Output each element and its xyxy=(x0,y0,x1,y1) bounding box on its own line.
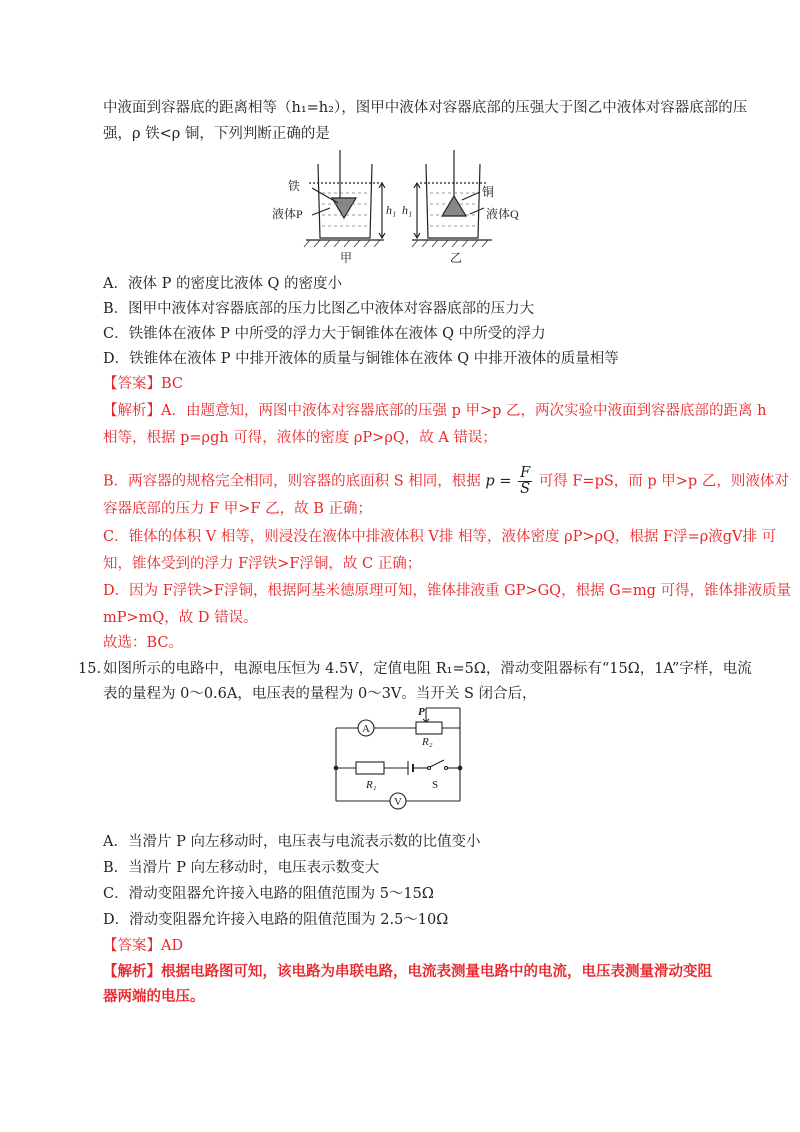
q14-option-a: A．液体 P 的密度比液体 Q 的密度小 xyxy=(103,276,343,292)
q15-option-a: A．当滑片 P 向左移动时，电压表与电流表示数的比值变小 xyxy=(103,834,481,850)
label-iron: 铁 xyxy=(288,179,301,193)
q14-analysis-4: 容器底部的压力 F 甲>F 乙，故 B 正确； xyxy=(103,501,372,517)
q15-number: 15. xyxy=(78,661,102,677)
q14-conclusion: 故选：BC。 xyxy=(103,635,184,651)
caption-right: 乙 xyxy=(450,251,463,265)
label-h1-right: h₁ xyxy=(402,203,413,217)
beakers-figure xyxy=(270,148,560,266)
q14-analysis-1: 【解析】A．由题意知，两图中液体对容器底部的压强 p 甲>p 乙，两次实验中液面到容器底部的距离 h xyxy=(103,403,767,419)
q14-analysis-6: 知，锥体受到的浮力 F浮铁>F浮铜，故 C 正确； xyxy=(103,556,422,572)
q14-analysis-5: C．锥体的体积 V 相等，则浸没在液体中排液体积 V排 相等，液体密度 ρP>ρQ，根据 F浮=ρ液gV排 可 xyxy=(103,529,777,545)
intro-line-2: 强，ρ 铁<ρ 铜，下列判断正确的是 xyxy=(103,126,330,142)
label-liquid-p: 液体P xyxy=(272,207,303,221)
q14-option-d: D．铁锥体在液体 P 中排开液体的质量与铜锥体在液体 Q 中排开液体的质量相等 xyxy=(103,351,619,367)
q14-analysis-3: B．两容器的规格完全相同，则容器的底面积 S 相同，根据 p = $\frac{F}{S}$ 可得 F=pS，而 p 甲>p 乙，则液体对 xyxy=(103,465,789,497)
circuit-diagram xyxy=(326,700,470,818)
q14-answer: 【答案】BC xyxy=(103,376,184,392)
q15-option-c: C．滑动变阻器允许接入电路的阻值范围为 5～15Ω xyxy=(103,886,434,902)
caption-left: 甲 xyxy=(340,251,353,265)
q14-analysis-7: D．因为 F浮铁>F浮铜，根据阿基米德原理可知，锥体排液重 GP>GQ，根据 G=mg 可得，锥体排液质量 xyxy=(103,583,792,599)
q15-option-b: B．当滑片 P 向左移动时，电压表示数变大 xyxy=(103,860,380,876)
label-liquid-q: 液体Q xyxy=(486,207,519,221)
q15-option-d: D．滑动变阻器允许接入电路的阻值范围为 2.5～10Ω xyxy=(103,912,449,928)
switch-label: S xyxy=(432,779,439,791)
r1-label: R₁ xyxy=(366,779,377,791)
r2-label: R₂ xyxy=(422,736,433,748)
label-h1-left: h₁ xyxy=(386,203,397,217)
ammeter-label: A xyxy=(362,723,370,735)
voltmeter-label: V xyxy=(394,796,402,808)
slider-label: P xyxy=(418,706,425,718)
q15-analysis-2: 器两端的电压。 xyxy=(103,988,205,1005)
q14-option-c: C．铁锥体在液体 P 中所受的浮力大于铜锥体在液体 Q 中所受的浮力 xyxy=(103,326,546,342)
q15-stem-2: 表的量程为 0～0.6A，电压表的量程为 0～3V。当开关 S 闭合后， xyxy=(103,686,537,702)
q15-stem-1: 如图所示的电路中，电源电压恒为 4.5V，定值电阻 R₁=5Ω，滑动变阻器标有“15Ω，1A”字样，电流 xyxy=(103,661,752,677)
label-copper: 铜 xyxy=(482,185,495,199)
q14-analysis-2: 相等，根据 p=ρgh 可得，液体的密度 ρP>ρQ，故 A 错误； xyxy=(103,430,497,446)
q14-option-b: B．图甲中液体对容器底部的压力比图乙中液体对容器底部的压力大 xyxy=(103,301,535,317)
formula-fraction: $\frac{F}{S}$ xyxy=(520,465,531,497)
q15-answer: 【答案】AD xyxy=(103,938,184,954)
intro-line-1: 中液面到容器底的距离相等（h₁=h₂），图甲中液体对容器底部的压强大于图乙中液体对容器底部的压 xyxy=(103,100,748,116)
q14-analysis-8: mP>mQ，故 D 错误。 xyxy=(103,610,258,626)
q15-analysis-1: 【解析】根据电路图可知，该电路为串联电路，电流表测量电路中的电流，电压表测量滑动变阻 xyxy=(103,963,712,980)
